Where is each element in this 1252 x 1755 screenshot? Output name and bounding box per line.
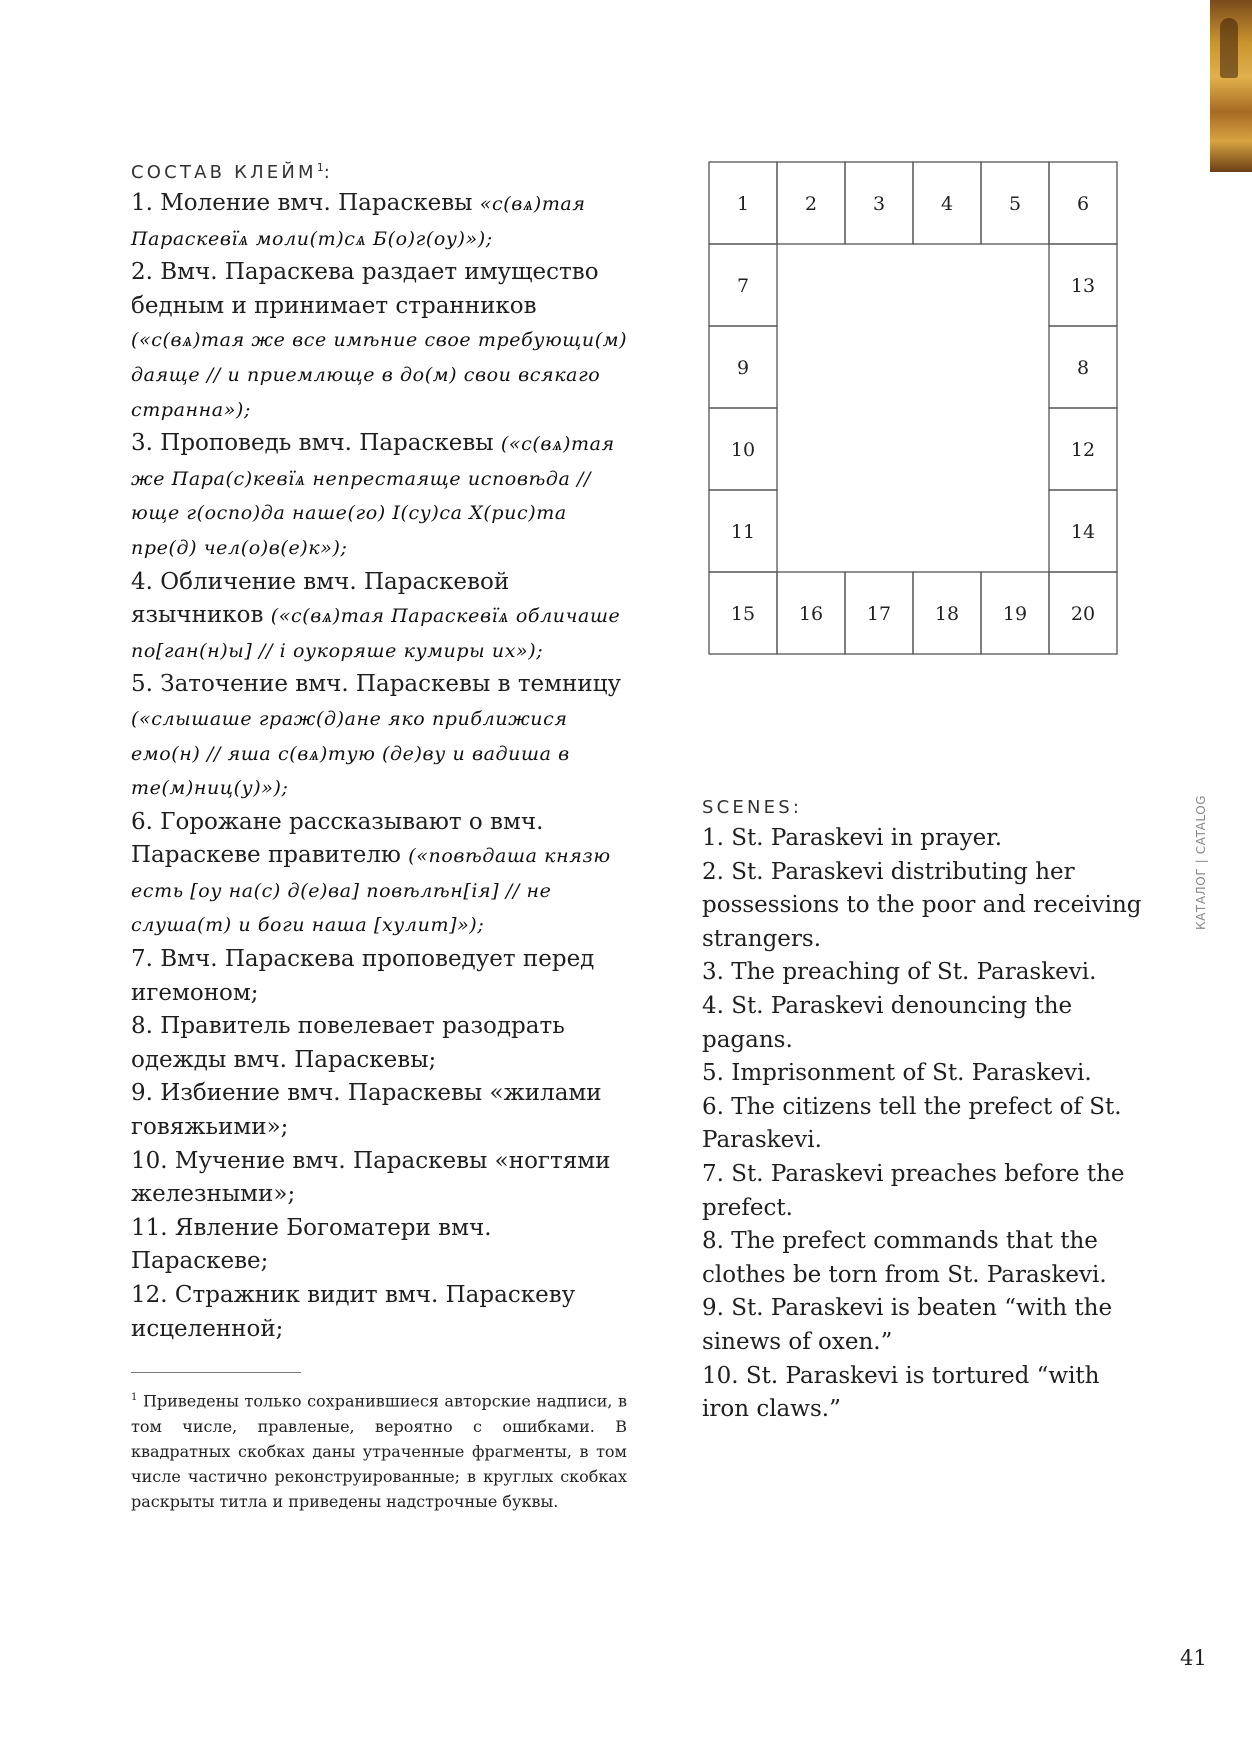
running-head: КАТАЛОГ | CATALOG (1194, 794, 1208, 930)
footnote-reference: 1 (316, 161, 324, 174)
church-slavonic-inscription: («с(вѧ)тая же Пара(с)кевїѧ непрестаяще исповѣда //юще г(оспо)да наше(го) І(су)са Х(рис)та пре(д) чел(о)в(е)к»); (131, 433, 615, 559)
church-slavonic-inscription: («слышаше граж(д)ане яко приближися емо(н) // яша с(вѧ)тую (де)ву и вадиша в те(м)ниц(у)»); (131, 707, 570, 800)
russian-entry: 7. Вмч. Параскева проповедует перед игемоном; (131, 946, 595, 1006)
church-slavonic-inscription: («повѣдаша князю есть [оу на(с) д(е)ва] повѣлѣн[ія] // не слуша(т) и боги наша [хулит]»); (131, 845, 611, 937)
scene-number: 3 (872, 193, 886, 215)
icon-image-fragment (1210, 0, 1252, 172)
russian-entry: 1. Моление вмч. Параскевы «с(вѧ)тая Параскевїѧ моли(т)сѧ Б(о)г(оу)»); (131, 190, 586, 250)
scene-number: 15 (730, 603, 756, 625)
scene-number: 13 (1070, 275, 1096, 297)
scene-number: 18 (934, 603, 960, 625)
russian-scene-list (131, 156, 631, 1514)
page-number: 41 (1180, 1646, 1207, 1670)
church-slavonic-inscription: («с(вѧ)тая Параскевїѧ обличаше по[ган(н)ы] // і оукоряше кумиры их»); (131, 605, 621, 662)
footnote: $^1$ Приведены только сохранившиеся авторские надписи, в том числе, правленые, вероятно с ошибками. В квадратных скобках даны утраченные фрагменты, в том числе частично реконструированные; в круглых скобках раскрыты титла и приведены надстрочные буквы. (131, 1391, 627, 1511)
english-entry: 1. St. Paraskevi in prayer. (702, 825, 1003, 851)
scene-number: 9 (736, 357, 750, 379)
scene-number: 2 (804, 193, 818, 215)
scene-number: 10 (730, 439, 756, 461)
russian-entry: 12. Стражник видит вмч. Параскеву исцеленной; (131, 1282, 576, 1342)
russian-heading: СОСТАВ КЛЕЙМ$^1$: (131, 161, 334, 183)
scene-number: 11 (730, 521, 756, 543)
scene-number: 12 (1070, 439, 1096, 461)
scene-number: 14 (1070, 521, 1096, 543)
scene-number: 1 (736, 193, 750, 215)
scene-number: 19 (1002, 603, 1028, 625)
footnote-divider (131, 1372, 301, 1373)
scene-number: 20 (1070, 603, 1096, 625)
scene-layout-diagram (708, 161, 1118, 656)
russian-entries (131, 187, 631, 1346)
russian-entry: 5. Заточение вмч. Параскевы в темницу («слышаше граж(д)ане яко приближися емо(н) // яша с(вѧ)тую (де)ву и вадиша в те(м)ниц(у)»); (131, 671, 622, 800)
russian-entry: 8. Правитель повелевает разодрать одежды вмч. Параскевы; (131, 1013, 565, 1073)
english-entry: 2. St. Paraskevi distributing her possessions to the poor and receiving strangers. (702, 858, 1142, 952)
russian-entry: 3. Проповедь вмч. Параскевы («с(вѧ)тая же Пара(с)кевїѧ непрестаяще исповѣда //юще г(оспо)да наше(го) І(су)са Х(рис)та пре(д) чел(о)в(е)к»); (131, 430, 615, 559)
russian-entry: 4. Обличение вмч. Параскевой язычников («с(вѧ)тая Параскевїѧ обличаше по[ган(н)ы] // і оукоряше кумиры их»); (131, 568, 621, 662)
english-entry: 8. The prefect commands that the clothes be torn from St. Paraskevi. (702, 1228, 1107, 1288)
english-entry: 6. The citizens tell the prefect of St. Paraskevi. (702, 1093, 1122, 1154)
scene-number: 17 (866, 603, 892, 625)
church-slavonic-inscription: «с(вѧ)тая Параскевїѧ моли(т)сѧ Б(о)г(оу)»); (131, 193, 586, 250)
scene-number: 7 (736, 275, 750, 297)
russian-entry: 2. Вмч. Параскева раздает имущество бедным и принимает странников («с(вѧ)тая же все имѣние свое требующи(м) даяще // и приемлюще в до(м) свои всякаго странна»); (131, 259, 628, 421)
english-entries (702, 822, 1142, 1427)
scene-number: 6 (1076, 193, 1090, 215)
english-heading: SCENES: (702, 797, 803, 818)
scene-number: 4 (940, 193, 954, 215)
english-entry: 7. St. Paraskevi preaches before the prefect. (702, 1160, 1125, 1221)
english-entry: 5. Imprisonment of St. Paraskevi. (702, 1060, 1092, 1087)
church-slavonic-inscription: («с(вѧ)тая же все имѣние свое требующи(м) даяще // и приемлюще в до(м) свои всякаго странна»); (131, 329, 628, 421)
english-scene-list (702, 796, 1142, 1427)
russian-entry: 9. Избиение вмч. Параскевы «жилами говяжьими»; (131, 1080, 602, 1141)
english-entry: 9. St. Paraskevi is beaten “with the sinews of oxen.” (702, 1295, 1113, 1355)
scene-number: 5 (1008, 193, 1022, 215)
scene-number: 8 (1076, 357, 1090, 379)
russian-entry: 11. Явление Богоматери вмч. Параскеве; (131, 1214, 492, 1275)
scene-number: 16 (798, 603, 824, 625)
russian-entry: 10. Мучение вмч. Параскевы «ногтями железными»; (131, 1147, 611, 1208)
english-entry: 4. St. Paraskevi denouncing the pagans. (702, 992, 1073, 1053)
english-entry: 10. St. Paraskevi is tortured “with iron claws.” (702, 1362, 1100, 1423)
english-entry: 3. The preaching of St. Paraskevi. (702, 959, 1097, 986)
russian-entry: 6. Горожане рассказывают о вмч. Параскеве правителю («повѣдаша князю есть [оу на(с) д(е)ва] повѣлѣн[ія] // не слуша(т) и боги наша [хулит]»); (131, 808, 611, 937)
